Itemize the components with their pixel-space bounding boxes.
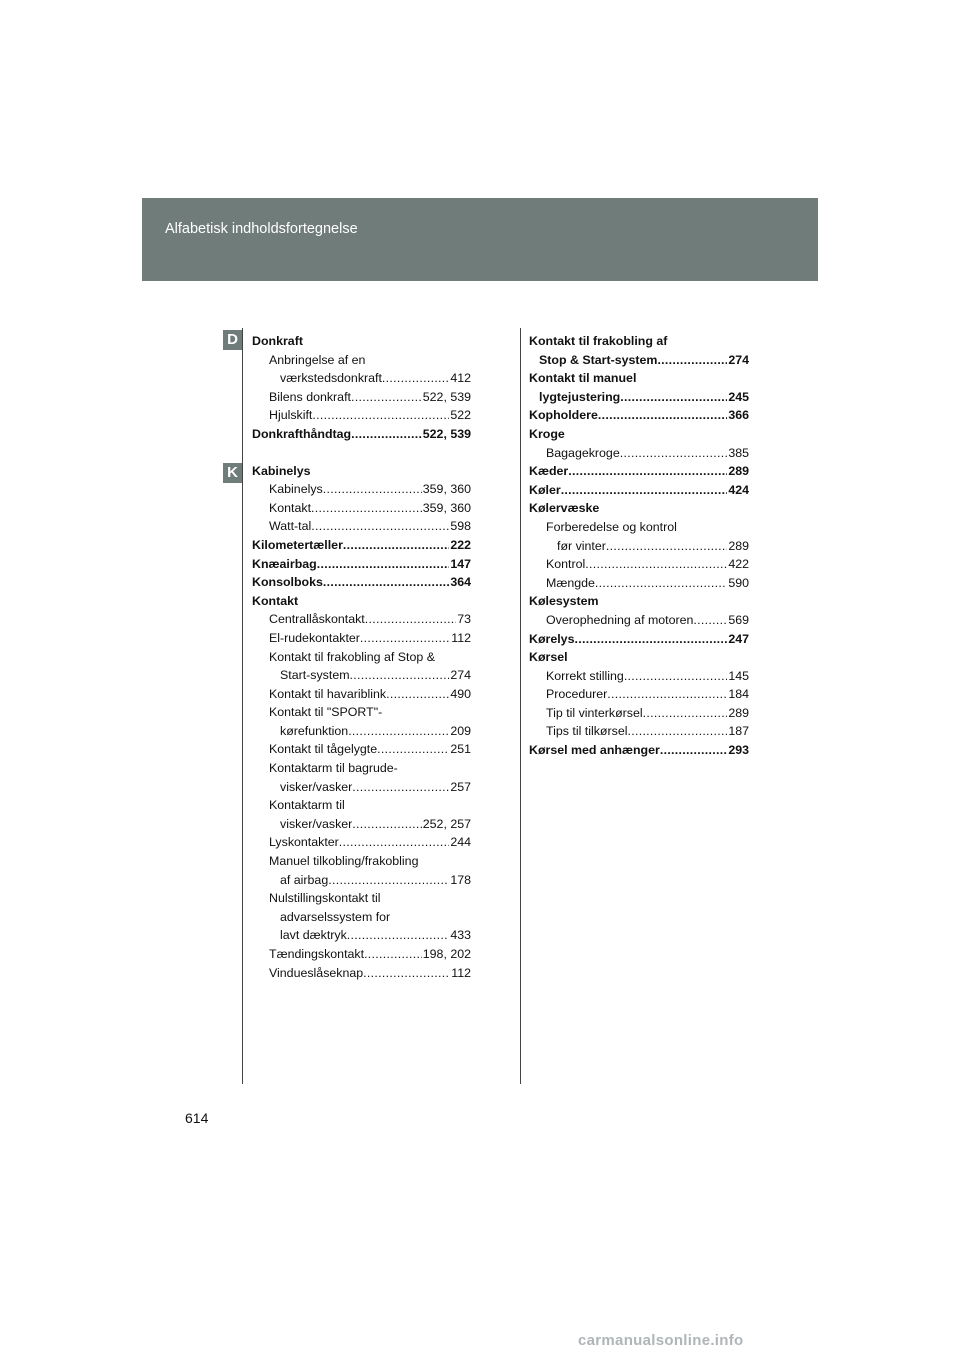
index-entry: Overophedning af motoren ..... 569 — [529, 611, 749, 630]
index-column-left — [252, 332, 471, 982]
index-entry: Lyskontakter ..... 244 — [252, 833, 471, 852]
index-heading: Kørsel — [529, 650, 568, 665]
index-subheading: Anbringelse af en — [269, 352, 366, 367]
index-entry: Hjulskift ..... 522 — [252, 406, 471, 425]
index-entry: før vinter ..... 289 — [529, 537, 749, 556]
index-entry: værkstedsdonkraft ..... 412 — [252, 369, 471, 388]
index-entry: Stop & Start-system ..... 274 — [529, 351, 749, 370]
index-subheading: Kontakt til frakobling af Stop & — [269, 649, 435, 664]
index-entry: lygtejustering ..... 245 — [529, 388, 749, 407]
index-heading: Kabinelys — [252, 463, 311, 478]
index-subheading: Kontakt til "SPORT"- — [269, 705, 383, 720]
index-entry: Centrallåskontakt ..... 73 — [252, 610, 471, 629]
column-divider-left — [242, 328, 243, 1084]
index-entry: Kontakt til havariblink ..... 490 — [252, 685, 471, 704]
watermark: carmanualsonline.info — [578, 1332, 744, 1349]
index-heading: Kontakt til frakobling af — [529, 334, 668, 348]
index-entry: Tips til tilkørsel ..... 187 — [529, 722, 749, 741]
index-entry: lavt dæktryk ..... 433 — [252, 926, 471, 945]
index-entry: Donkrafthåndtag ..... 522, 539 — [252, 425, 471, 444]
index-entry: visker/vasker ..... 257 — [252, 778, 471, 797]
index-entry: Bilens donkraft ..... 522, 539 — [252, 388, 471, 407]
index-column-right — [529, 332, 749, 760]
index-heading: Donkraft — [252, 334, 303, 348]
index-entry: Kontakt til tågelygte ..... 251 — [252, 740, 471, 759]
section-title: Alfabetisk indholdsfortegnelse — [165, 221, 358, 237]
index-entry: Tændingskontakt ..... 198, 202 — [252, 945, 471, 964]
index-entry: Korrekt stilling ..... 145 — [529, 667, 749, 686]
index-entry: visker/vasker ..... 252, 257 — [252, 815, 471, 834]
index-entry: Konsolboks ..... 364 — [252, 573, 471, 592]
index-entry: Køler ..... 424 — [529, 481, 749, 500]
index-entry: Kørelys ..... 247 — [529, 630, 749, 649]
index-subheading: Nulstillingskontakt til — [269, 891, 381, 906]
index-heading: Kølervæske — [529, 501, 600, 516]
index-entry: af airbag ..... 178 — [252, 871, 471, 890]
index-entry: Kontakt ..... 359, 360 — [252, 499, 471, 518]
index-entry: Kabinelys ..... 359, 360 — [252, 480, 471, 499]
index-subheading: advarselssystem for — [280, 909, 391, 924]
column-divider-right — [520, 328, 521, 1084]
letter-tab-k: K — [223, 463, 242, 483]
index-entry: Vindueslåseknap ..... 112 — [252, 964, 471, 983]
letter-tab-d: D — [223, 330, 242, 350]
index-entry: Watt-tal ..... 598 — [252, 517, 471, 536]
index-entry: Kontrol ..... 422 — [529, 555, 749, 574]
index-heading: Kølesystem — [529, 594, 599, 609]
index-entry: Mængde ..... 590 — [529, 574, 749, 593]
index-entry: Kopholdere ..... 366 — [529, 406, 749, 425]
index-heading: Kontakt — [252, 593, 299, 608]
section-header — [142, 198, 818, 281]
index-entry: Bagagekroge ..... 385 — [529, 444, 749, 463]
index-subheading: Manuel tilkobling/frakobling — [269, 854, 419, 869]
index-entry: Start-system ..... 274 — [252, 666, 471, 685]
index-subheading: Kontaktarm til — [269, 798, 345, 813]
index-subheading: Kontaktarm til bagrude- — [269, 761, 398, 776]
index-entry: Kilometertæller ..... 222 — [252, 536, 471, 555]
index-entry: Tip til vinterkørsel ..... 289 — [529, 704, 749, 723]
index-heading: Kroge — [529, 426, 565, 441]
index-entry: Kørsel med anhænger ..... 293 — [529, 741, 749, 760]
index-entry: Kæder ..... 289 — [529, 462, 749, 481]
index-entry: Knæairbag ..... 147 — [252, 555, 471, 574]
page-number: 614 — [185, 1110, 209, 1126]
index-subheading: Forberedelse og kontrol — [546, 519, 677, 534]
index-entry: Procedurer ..... 184 — [529, 685, 749, 704]
index-entry: El-rudekontakter ..... 112 — [252, 629, 471, 648]
index-entry: kørefunktion ..... 209 — [252, 722, 471, 741]
index-heading: Kontakt til manuel — [529, 371, 637, 386]
